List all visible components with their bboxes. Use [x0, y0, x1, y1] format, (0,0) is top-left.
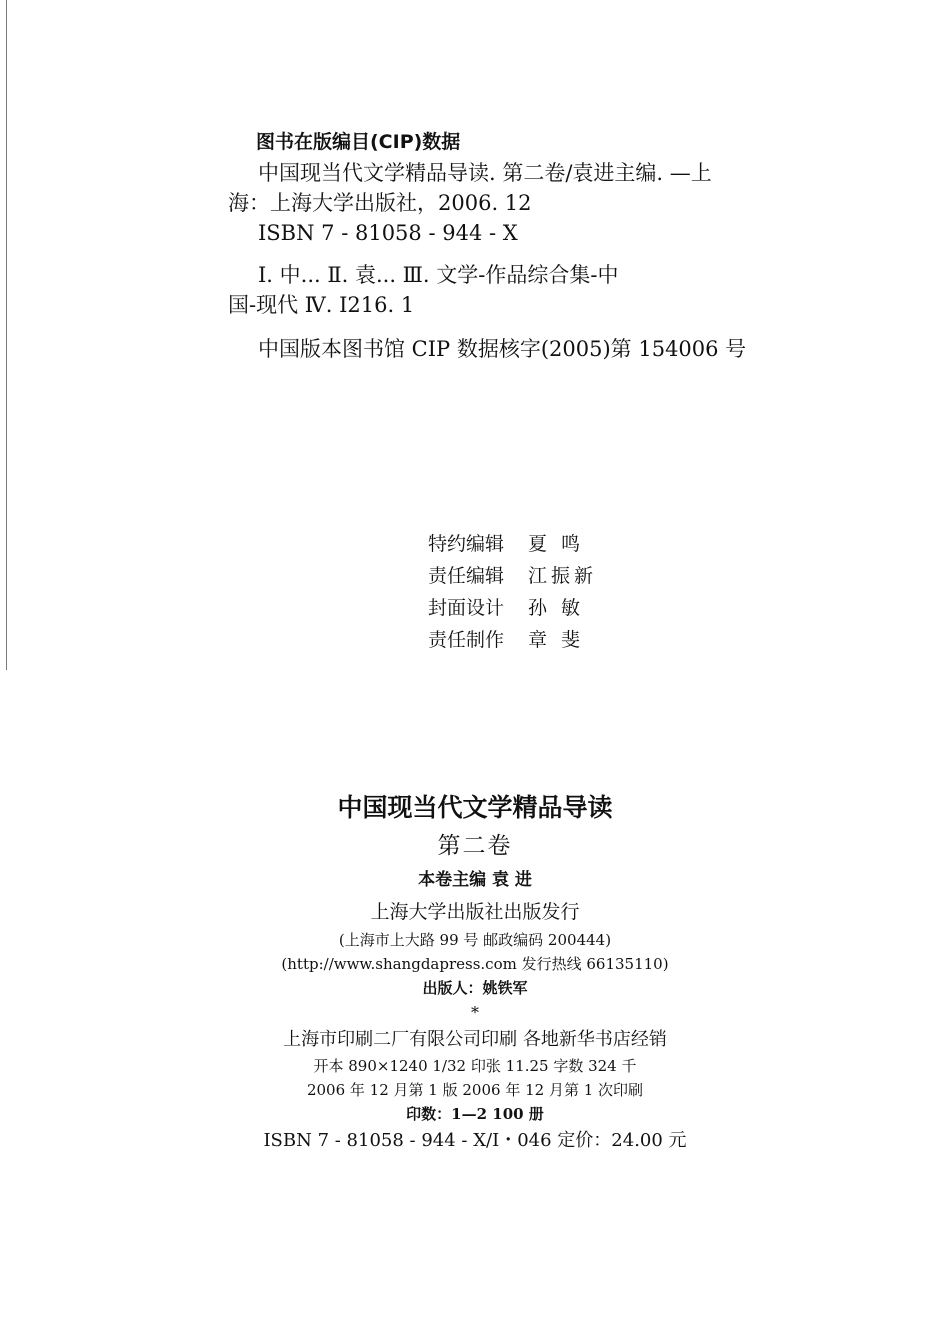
publisher-address: (上海市上大路 99 号 邮政编码 200444) [338, 931, 612, 949]
credits-block [428, 528, 597, 656]
credit-row [428, 560, 597, 592]
volume-label: 第二卷 [437, 833, 513, 859]
credit-name: 夏 鸣 [528, 533, 585, 555]
credit-row [428, 528, 597, 560]
volume-editor: 本卷主编 袁 进 [418, 870, 532, 890]
issuer-line: 出版人：姚铁军 [422, 979, 528, 997]
publisher-website: (http://www.shangdapress.com 发行热线 66135110) [281, 955, 669, 973]
cip-data-block [228, 126, 808, 364]
credit-name: 江振新 [528, 565, 598, 587]
format-line: 开本 890×1240 1/32 印张 11.25 字数 324 千 [313, 1057, 637, 1075]
scan-edge-line [6, 0, 7, 670]
credit-name: 孙 敏 [528, 597, 585, 619]
cip-subjects-line-1: Ⅰ. 中... Ⅱ. 袁... Ⅲ. 文学-作品综合集-中 [258, 263, 619, 287]
credit-name: 章 斐 [528, 629, 585, 651]
credit-role: 特约编辑 [428, 533, 505, 555]
cip-number: 中国版本图书馆 CIP 数据核字(2005)第 154006 号 [258, 337, 747, 361]
cip-isbn: ISBN 7 - 81058 - 944 - X [258, 221, 518, 245]
cip-record-line-1: 中国现当代文学精品导读. 第二卷/袁进主编. —上 [258, 161, 712, 185]
publisher-line: 上海大学出版社出版发行 [370, 901, 580, 923]
book-title: 中国现当代文学精品导读 [337, 793, 613, 822]
credit-row [428, 592, 597, 624]
edition-line: 2006 年 12 月第 1 版 2006 年 12 月第 1 次印刷 [306, 1081, 644, 1099]
print-run-line: 印数：1—2 100 册 [406, 1105, 544, 1123]
cip-subjects-line-2: 国-现代 Ⅳ. I216. 1 [228, 293, 415, 317]
credit-role: 责任编辑 [428, 565, 505, 587]
colophon-block [150, 788, 800, 1156]
cip-record-line-2: 海：上海大学出版社，2006. 12 [228, 191, 532, 215]
credit-role: 责任制作 [428, 629, 505, 651]
cip-heading: 图书在版编目(CIP)数据 [256, 131, 461, 153]
credit-role: 封面设计 [428, 597, 505, 619]
credit-row [428, 624, 597, 656]
isbn-price-line: ISBN 7 - 81058 - 944 - X/I・046 定价：24.00 元 [263, 1130, 687, 1151]
printer-line: 上海市印刷二厂有限公司印刷 各地新华书店经销 [283, 1029, 667, 1050]
separator-asterisk: * [471, 1003, 479, 1022]
